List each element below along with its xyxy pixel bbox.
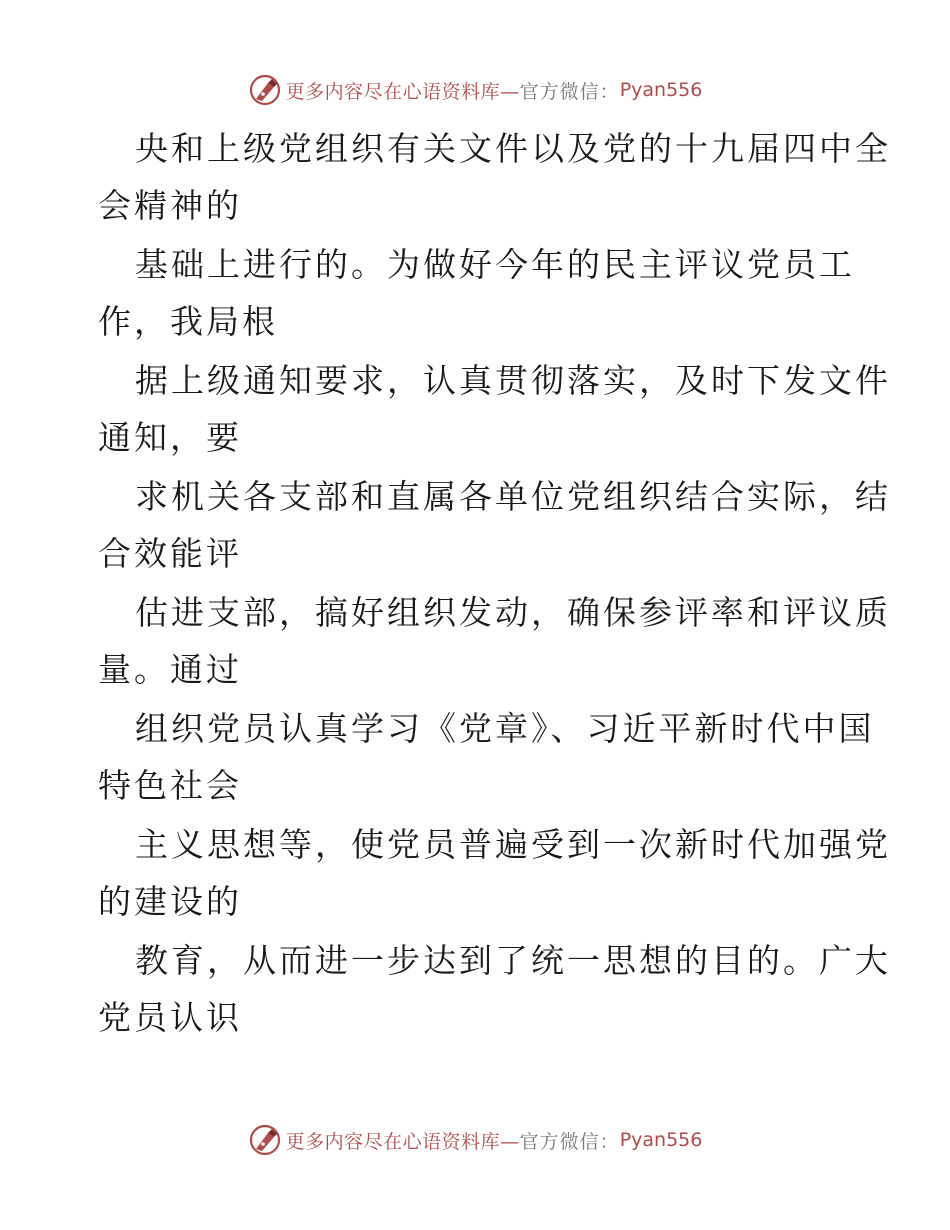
footer-banner [0, 1120, 950, 1160]
paragraph-line: 特色社会 [98, 766, 242, 805]
paragraph-line: 央和上级党组织有关文件以及党的十九届四中全 [135, 129, 891, 168]
paragraph [98, 352, 891, 466]
paragraph-line: 估进支部，搞好组织发动，确保参评率和评议质 [135, 593, 891, 632]
paragraph-line: 基础上进行的。为做好今年的民主评议党员工 [135, 245, 855, 284]
footer-site-text: 更多内容尽在心语资料库— [285, 1130, 520, 1153]
paragraph [98, 700, 875, 814]
paragraph [98, 120, 891, 234]
paragraph-line: 会精神的 [98, 186, 242, 225]
paragraph [98, 468, 891, 582]
paragraph-line: 通知，要 [98, 418, 242, 457]
header-site-text: 更多内容尽在心语资料库— [285, 80, 520, 103]
paragraph [98, 236, 858, 350]
header-contact-label: 官方微信： [519, 80, 620, 103]
paragraph-line: 合效能评 [98, 534, 242, 573]
paragraph-line: 主义思想等，使党员普遍受到一次新时代加强党 [135, 825, 891, 864]
paragraph-line: 教育，从而进一步达到了统一思想的目的。广大 [135, 941, 891, 980]
paragraph-line: 求机关各支部和直属各单位党组织结合实际，结 [135, 477, 891, 516]
paragraph [98, 584, 891, 698]
header-banner [0, 70, 950, 110]
header-contact-id: Pyan556 [619, 79, 703, 101]
paragraph [98, 816, 891, 930]
pen-nib-logo-icon [248, 1123, 282, 1157]
pen-nib-logo-icon [248, 73, 282, 107]
footer-contact-label: 官方微信： [519, 1130, 620, 1153]
paragraph-line: 的建设的 [98, 882, 242, 921]
paragraph-line: 党员认识 [98, 998, 242, 1037]
paragraph [98, 932, 891, 1046]
footer-contact-id: Pyan556 [619, 1129, 703, 1151]
paragraph-line: 据上级通知要求，认真贯彻落实，及时下发文件 [135, 361, 891, 400]
paragraph-line: 组织党员认真学习《党章》、习近平新时代中国 [135, 709, 875, 748]
paragraph-line: 量。通过 [98, 650, 242, 689]
document-body [98, 120, 891, 1048]
paragraph-line: 作，我局根 [98, 302, 278, 341]
